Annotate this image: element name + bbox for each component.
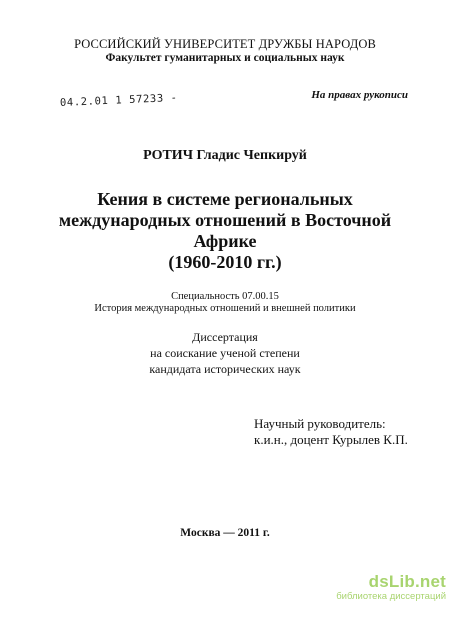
watermark[interactable] — [336, 573, 446, 603]
supervisor-name: к.и.н., доцент Курылев К.П. — [254, 432, 408, 447]
degree-line: кандидата исторических наук — [149, 362, 301, 376]
dissertation-title — [0, 189, 450, 273]
title-line: международных отношений в Восточной — [58, 210, 392, 230]
title-line: Кения в системе региональных — [97, 189, 353, 209]
rights-notice: На правах рукописи — [311, 89, 408, 101]
watermark-logo: dsLib.net — [368, 572, 446, 591]
title-line: (1960-2010 гг.) — [168, 252, 282, 272]
supervisor-label: Научный руководитель: — [254, 416, 386, 431]
specialty-name: История международных отношений и внешней политики — [94, 303, 356, 314]
author-name: РОТИЧ Гладис Чепкируй — [143, 148, 307, 163]
university-name: РОССИЙСКИЙ УНИВЕРСИТЕТ ДРУЖБЫ НАРОДОВ — [74, 37, 376, 51]
specialty-code: Специальность 07.00.15 — [171, 291, 279, 302]
supervisor-block — [254, 416, 408, 448]
city-year: Москва — 2011 г. — [180, 527, 270, 539]
title-line: Африке — [193, 231, 257, 251]
faculty-name: Факультет гуманитарных и социальных наук — [105, 52, 345, 64]
dissertation-degree — [0, 329, 450, 377]
degree-line: Диссертация — [192, 330, 258, 344]
watermark-subtitle: библиотека диссертаций — [336, 591, 446, 602]
degree-line: на соискание ученой степени — [150, 346, 300, 360]
library-stamp: 04.2.01 1 57233 - — [59, 91, 178, 109]
